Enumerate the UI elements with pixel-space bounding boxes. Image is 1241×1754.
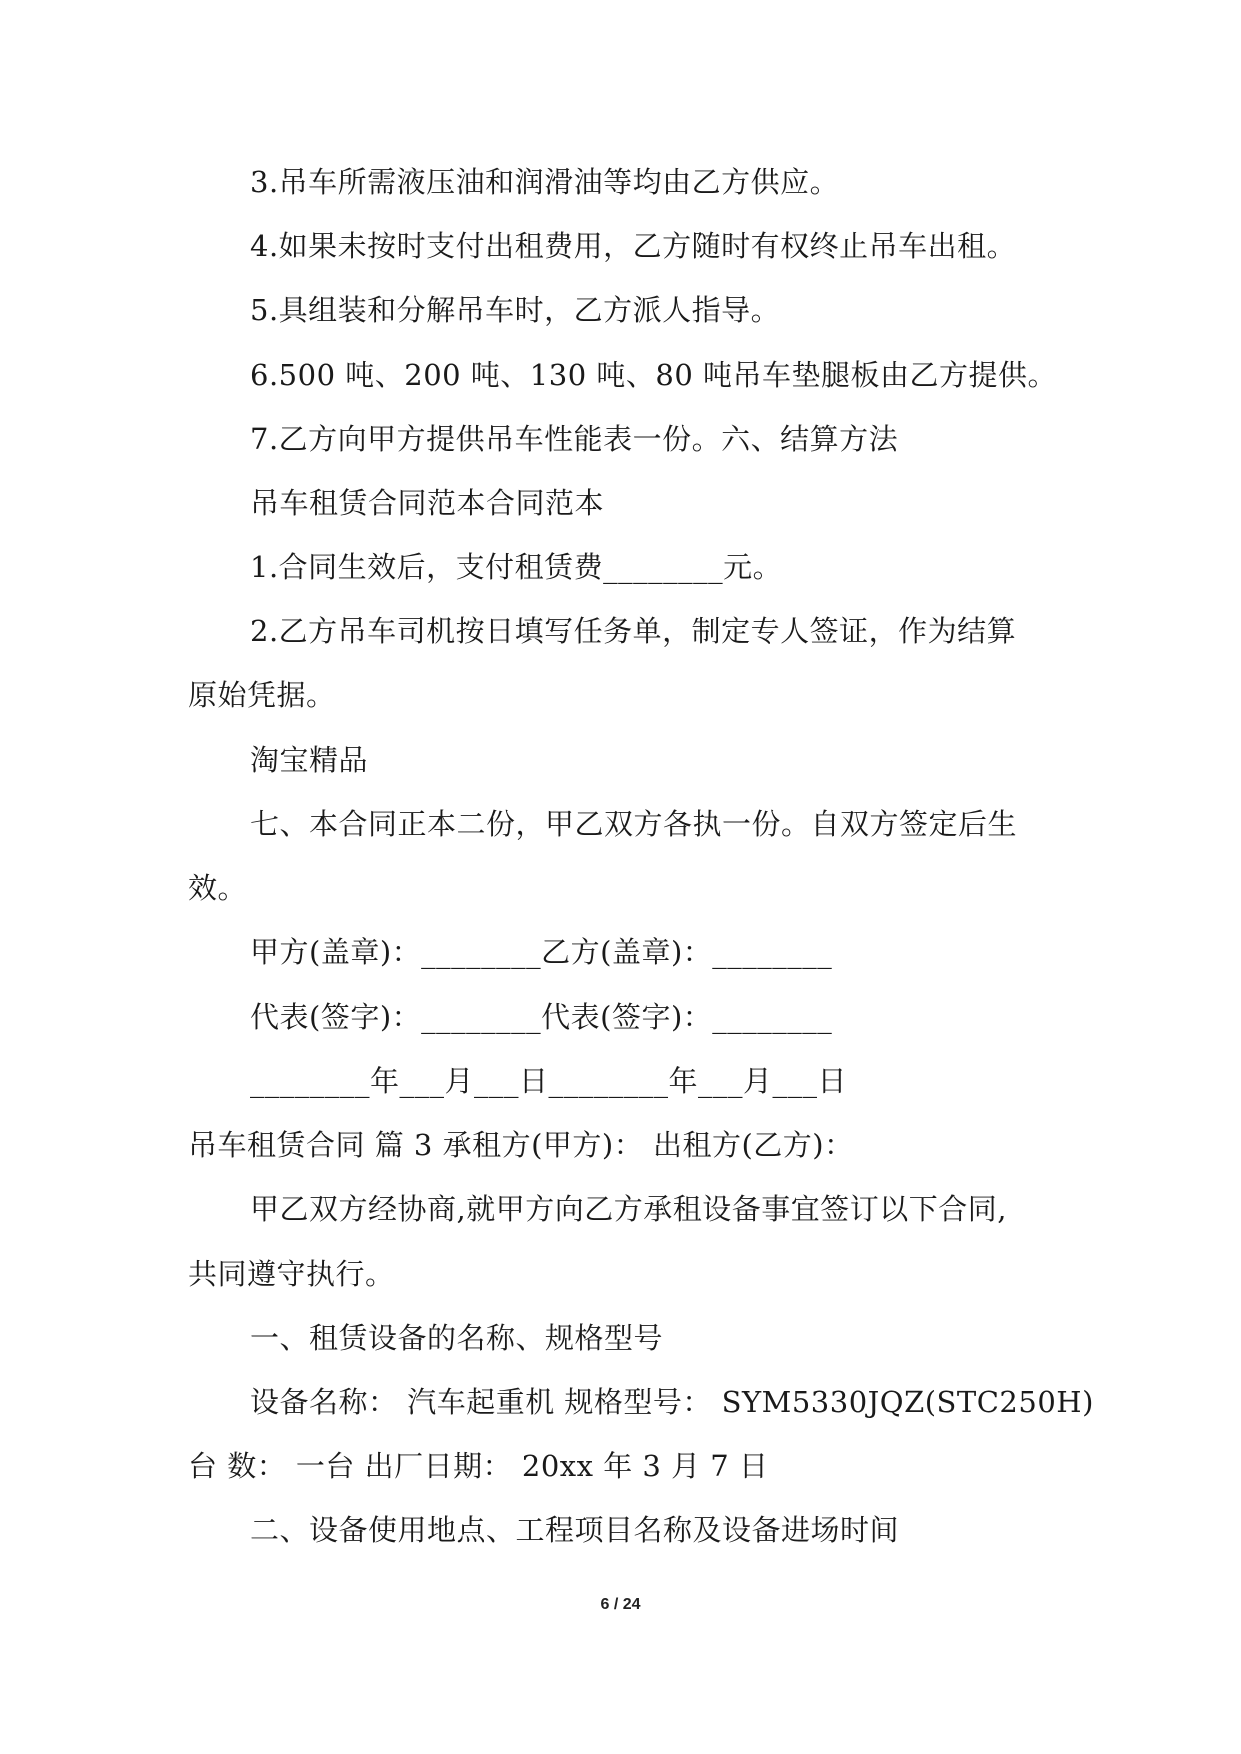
paragraph-line: 设备名称： 汽车起重机 规格型号： SYM5330JQZ(STC250H) — [250, 1385, 1094, 1419]
section-heading: 吊车租赁合同 篇 3 承租方(甲方)： 出租方(乙方)： — [188, 1128, 854, 1162]
paragraph-line: 3.吊车所需液压油和润滑油等均由乙方供应。 — [250, 165, 840, 199]
paragraph-line: 一、租赁设备的名称、规格型号 — [250, 1321, 664, 1355]
paragraph-line: 7.乙方向甲方提供吊车性能表一份。六、结算方法 — [250, 422, 899, 456]
paragraph-line: 淘宝精品 — [250, 743, 369, 777]
paragraph-line: 5.具组装和分解吊车时，乙方派人指导。 — [250, 293, 781, 327]
page-number: 6 / 24 — [600, 1596, 641, 1613]
date-line: ________年___月___日________年___月___日 — [250, 1064, 848, 1098]
paragraph-line: 2.乙方吊车司机按日填写任务单，制定专人签证，作为结算 — [250, 614, 1017, 648]
paragraph-line: 台 数： 一台 出厂日期： 20xx 年 3 月 7 日 — [188, 1449, 769, 1483]
paragraph-line: 吊车租赁合同范本合同范本 — [250, 486, 605, 520]
signature-line: 甲方(盖章)：________乙方(盖章)：________ — [250, 935, 833, 969]
signature-line: 代表(签字)：________代表(签字)：________ — [250, 1000, 833, 1034]
paragraph-line: 七、本合同正本二份，甲乙双方各执一份。自双方签定后生 — [250, 807, 1018, 841]
paragraph-line: 甲乙双方经协商,就甲方向乙方承租设备事宜签订以下合同, — [250, 1192, 1007, 1226]
paragraph-line: 共同遵守执行。 — [188, 1257, 395, 1291]
paragraph-line: 4.如果未按时支付出租费用，乙方随时有权终止吊车出租。 — [250, 229, 1017, 263]
paragraph-line: 原始凭据。 — [188, 678, 336, 712]
paragraph-line: 二、设备使用地点、工程项目名称及设备进场时间 — [250, 1513, 900, 1547]
paragraph-line: 效。 — [188, 871, 248, 905]
paragraph-line: 6.500 吨、200 吨、130 吨、80 吨吊车垫腿板由乙方提供。 — [250, 358, 1058, 392]
paragraph-line: 1.合同生效后，支付租赁费________元。 — [250, 550, 783, 584]
